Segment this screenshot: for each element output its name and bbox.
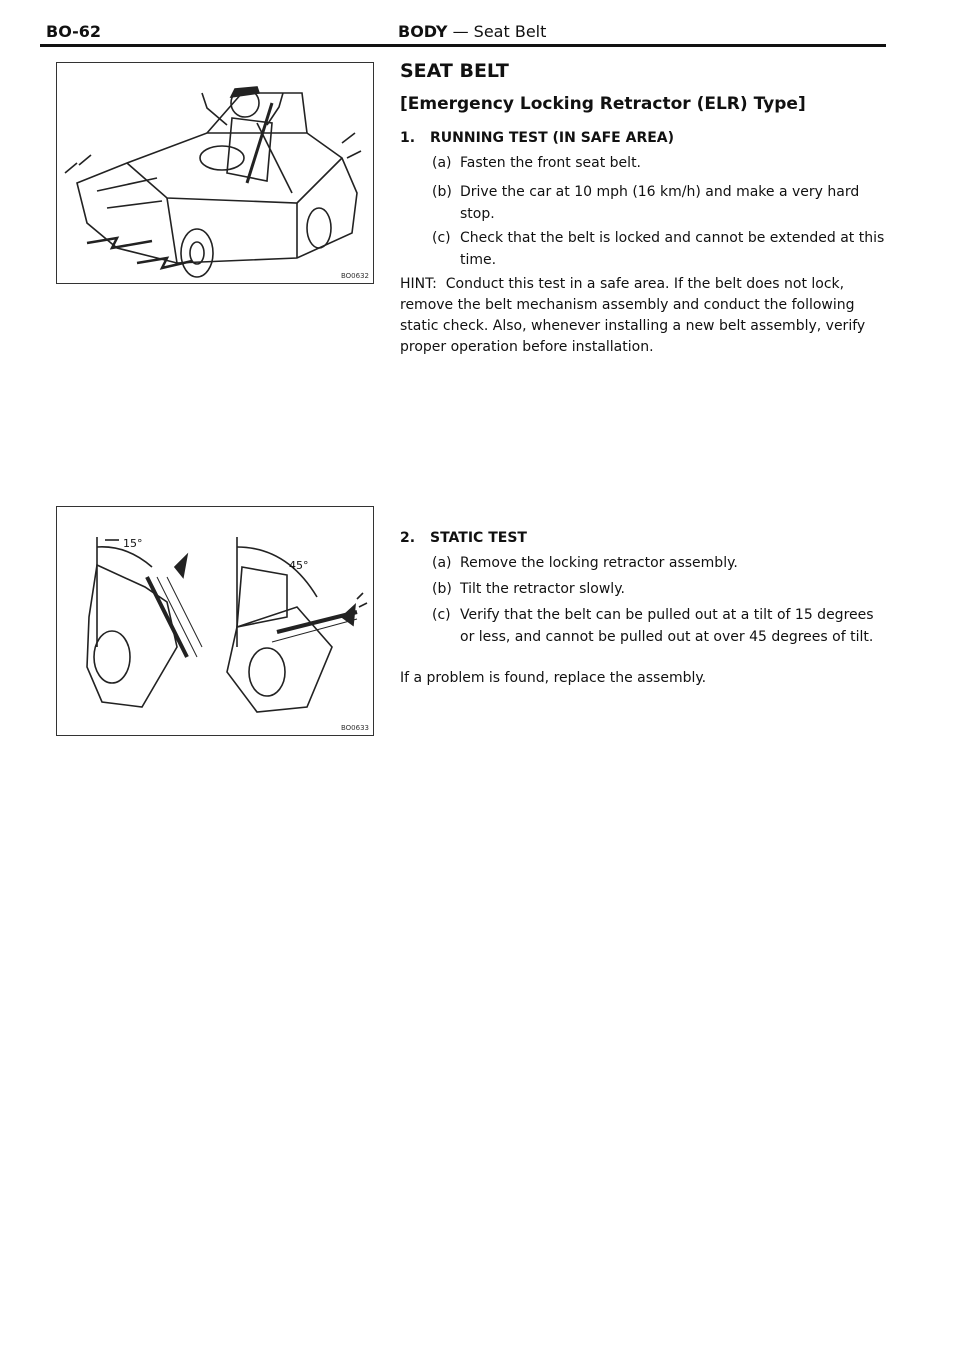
list-item: [432, 604, 892, 648]
figure-code: BO0633: [340, 724, 369, 732]
step-number: 2.: [400, 530, 416, 546]
section-title: [398, 22, 546, 41]
list-item: [432, 181, 892, 225]
hint-label: HINT:: [400, 276, 437, 292]
list-item: [432, 578, 892, 600]
item-text: Fasten the front seat belt.: [460, 155, 642, 171]
item-text: Check that the belt is locked and cannot be extended at this time.: [460, 230, 885, 268]
angle-label-15: 15°: [123, 537, 143, 550]
step-title: RUNNING TEST (IN SAFE AREA): [430, 130, 675, 146]
item-label: (a): [432, 155, 452, 171]
item-text: Verify that the belt can be pulled out at a tilt of 15 degrees or less, and cannot be pulled out at over 45 degrees of tilt.: [460, 607, 874, 645]
step-2-heading: [400, 530, 527, 546]
figure-static-test: [56, 506, 374, 736]
item-label: (b): [432, 184, 452, 200]
item-text: Tilt the retractor slowly.: [460, 581, 625, 597]
item-text: Drive the car at 10 mph (16 km/h) and make a very hard stop.: [460, 184, 860, 222]
main-title: SEAT BELT: [400, 60, 509, 82]
figure-running-test: [56, 62, 374, 284]
conclusion-paragraph: If a problem is found, replace the assembly.: [400, 670, 707, 686]
step-number: 1.: [400, 130, 416, 146]
figure-code: BO0632: [340, 272, 369, 280]
car-illustration: [57, 63, 373, 283]
header-rule: [40, 44, 886, 47]
item-label: (b): [432, 581, 452, 597]
step-title: STATIC TEST: [430, 530, 527, 546]
angle-label-45: 45°: [289, 559, 309, 572]
subtitle: [Emergency Locking Retractor (ELR) Type]: [400, 94, 806, 114]
section-title-bold: BODY: [398, 22, 448, 41]
item-label: (c): [432, 230, 451, 246]
retractor-illustration: [57, 507, 373, 735]
step-1-heading: [400, 130, 674, 146]
hint-text: Conduct this test in a safe area. If the belt does not lock, remove the belt mechanism assembly and conduct the following static check. Also, whenever installing a new belt assembly, verify proper operation before installation.: [400, 276, 866, 355]
item-label: (a): [432, 555, 452, 571]
list-item: [432, 552, 892, 574]
page-header: [40, 22, 886, 44]
section-title-rest: — Seat Belt: [447, 22, 547, 41]
item-label: (c): [432, 607, 451, 623]
page-number: BO-62: [46, 22, 101, 41]
item-text: Remove the locking retractor assembly.: [460, 555, 738, 571]
list-item: [432, 152, 892, 174]
hint-paragraph: [400, 274, 890, 358]
list-item: [432, 227, 892, 271]
